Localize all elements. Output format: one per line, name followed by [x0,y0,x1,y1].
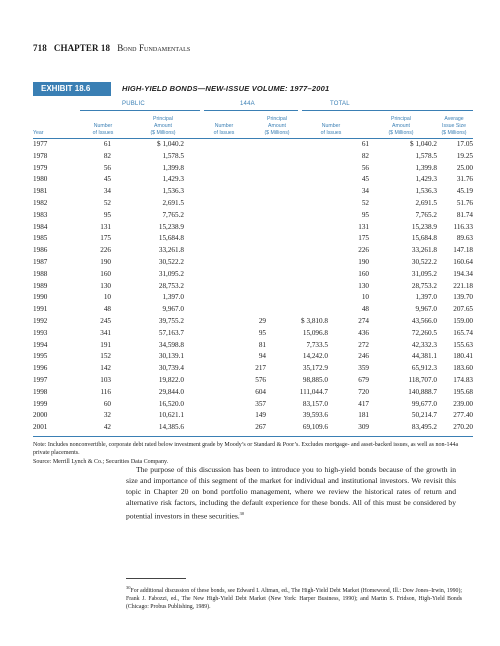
cell-public-number: 341 [100,328,111,337]
cell-144a-number: 149 [255,411,266,420]
col-144a-number: Number of Issues [213,123,235,136]
cell-public-number: 130 [100,281,111,290]
table-row [33,341,473,353]
cell-avg-size: 159.00 [453,316,473,325]
cell-public-number: 82 [103,151,111,160]
cell-public-amount: 1,536.3 [162,187,184,196]
cell-total-amount: 118,707.0 [408,375,437,384]
cell-total-amount: 72,260.5 [411,328,437,337]
cell-avg-size: 25.00 [456,163,473,172]
cell-total-number: 160 [358,269,369,278]
cell-total-amount: 33,261.8 [411,246,437,255]
cell-total-amount: 50,214.7 [411,411,437,420]
data-table [33,140,473,435]
cell-year: 1986 [33,246,48,255]
table-row [33,388,473,400]
cell-public-amount: 15,238.9 [158,222,184,231]
cell-total-amount: 42,332.3 [411,340,437,349]
footnote-number: 30 [126,585,131,590]
table-row [33,223,473,235]
cell-avg-size: 17.05 [456,140,473,148]
cell-public-amount: 34,598.8 [158,340,184,349]
cell-public-number: 56 [103,163,111,172]
cell-144a-amount: 7,733.5 [306,340,328,349]
cell-year: 1987 [33,257,48,266]
cell-total-number: 720 [358,387,369,396]
footnote-rule [126,578,186,579]
cell-total-number: 82 [361,151,369,160]
cell-year: 1993 [33,328,48,337]
cell-year: 1982 [33,198,48,207]
cell-year: 1989 [33,281,48,290]
cell-total-number: 272 [358,340,369,349]
table-row [33,152,473,164]
cell-total-amount: 44,381.1 [411,352,437,361]
cell-year: 1991 [33,305,48,314]
running-header [33,43,190,53]
body-paragraph [126,464,456,522]
cell-total-number: 175 [358,234,369,243]
cell-total-amount: 1,429.3 [415,175,437,184]
cell-avg-size: 180.41 [453,352,473,361]
cell-total-amount: $ 1,040.2 [410,140,437,148]
cell-total-amount: 65,912.3 [411,364,437,373]
cell-avg-size: 183.60 [453,364,473,373]
cell-total-amount: 99,677.0 [411,399,437,408]
cell-total-number: 679 [358,375,369,384]
cell-year: 1999 [33,399,48,408]
cell-year: 2001 [33,423,48,432]
cell-144a-amount: 111,044.7 [299,387,328,396]
cell-total-number: 10 [361,293,369,302]
cell-public-amount: 29,844.0 [158,387,184,396]
table-row [33,187,473,199]
cell-avg-size: 160.64 [453,257,473,266]
cell-year: 1988 [33,269,48,278]
cell-avg-size: 174.83 [453,375,473,384]
cell-avg-size: 81.74 [456,210,473,219]
cell-public-number: 160 [100,269,111,278]
cell-public-number: 34 [103,187,111,196]
cell-public-amount: 10,621.1 [158,411,184,420]
cell-public-amount: 2,691.5 [162,198,184,207]
cell-144a-amount: $ 3,810.8 [301,316,328,325]
cell-public-number: 60 [103,399,111,408]
cell-public-amount: 1,397.0 [162,293,184,302]
cell-year: 1998 [33,387,48,396]
cell-public-number: 152 [100,352,111,361]
table-row [33,211,473,223]
cell-public-amount: 39,755.2 [158,316,184,325]
cell-public-amount: 1,399.8 [162,163,184,172]
cell-public-number: 131 [100,222,111,231]
cell-year: 1979 [33,163,48,172]
table-row [33,293,473,305]
cell-total-number: 52 [361,198,369,207]
cell-public-amount: 19,822.0 [158,375,184,384]
table-row [33,258,473,270]
cell-total-amount: 15,238.9 [411,222,437,231]
cell-year: 1981 [33,187,48,196]
cell-144a-amount: 69,109.6 [302,423,328,432]
group-public: PUBLIC [122,101,145,107]
cell-avg-size: 165.74 [453,328,473,337]
cell-year: 1978 [33,151,48,160]
table-source: Source: Merrill Lynch & Co.; Securities Data Company. [33,459,169,465]
cell-avg-size: 195.68 [453,387,473,396]
cell-public-amount: 7,765.2 [162,210,184,219]
exhibit-title: HIGH-YIELD BONDS—NEW-ISSUE VOLUME: 1977–2001 [122,84,330,93]
cell-avg-size: 270.20 [453,423,473,432]
cell-total-amount: 2,691.5 [415,198,437,207]
cell-year: 1995 [33,352,48,361]
cell-total-number: 61 [361,140,369,148]
cell-144a-number: 29 [258,316,266,325]
col-year: Year [33,130,44,136]
cell-public-amount: 31,095.2 [158,269,184,278]
cell-year: 1990 [33,293,48,302]
table-row [33,423,473,435]
cell-avg-size: 277.40 [453,411,473,420]
page-number: 718 [33,43,47,53]
cell-public-amount: 33,261.8 [158,246,184,255]
cell-avg-size: 139.70 [453,293,473,302]
cell-public-number: 95 [103,210,111,219]
cell-total-amount: 30,522.2 [411,257,437,266]
cell-total-amount: 83,495.2 [411,423,437,432]
table-row [33,400,473,412]
cell-total-amount: 1,578.5 [415,151,437,160]
cell-year: 1985 [33,234,48,243]
cell-avg-size: 155.63 [453,340,473,349]
table-note: Note: Includes nonconvertible, corporate debt rated below investment grade by Moody’s or Standard & Poor’s. Excludes mortgage- and asset-backed issues, as well as non-144a private placements. [33,442,459,456]
table-row [33,246,473,258]
chapter-title: Bond Fundamentals [117,43,191,53]
cell-public-amount: $ 1,040.2 [157,140,184,148]
cell-year: 1983 [33,210,48,219]
col-avg-size: Average Issue Size ($ Millions) [441,116,467,136]
cell-144a-amount: 98,885.0 [302,375,328,384]
table-row [33,305,473,317]
footnote-text: For additional discussion of these bonds, see Edward I. Altman, ed., The High-Yield Debt Market (Homewood, Ill.: Dow Jones–Irwin, 1990); Frank J. Fabozzi, ed., The New High-Yield Debt Market (New York: Harper Business, 1990); and Martin S. Fridson, High-Yield Bonds (Chicago: Probus Publishing, 1989). [126,587,462,610]
cell-144a-amount: 83,157.0 [302,399,328,408]
cell-public-amount: 1,429.3 [162,175,184,184]
cell-year: 1997 [33,375,48,384]
table-row [33,376,473,388]
cell-144a-number: 94 [258,352,266,361]
cell-public-amount: 14,385.6 [158,423,184,432]
cell-public-amount: 30,139.1 [158,352,184,361]
cell-public-number: 116 [100,387,111,396]
cell-year: 1994 [33,340,48,349]
group-rule-144a [204,110,298,111]
cell-year: 1980 [33,175,48,184]
cell-total-number: 309 [358,423,369,432]
cell-public-number: 10 [103,293,111,302]
cell-avg-size: 147.18 [453,246,473,255]
table-row [33,199,473,211]
exhibit-heading [33,82,473,96]
cell-avg-size: 116.33 [453,222,473,231]
table-row [33,411,473,423]
cell-public-number: 42 [103,423,111,432]
cell-total-amount: 43,566.0 [411,316,437,325]
exhibit-label: EXHIBIT 18.6 [33,82,111,96]
table-row [33,234,473,246]
table-row [33,140,473,152]
cell-total-number: 95 [361,210,369,219]
cell-public-amount: 30,522.2 [158,257,184,266]
cell-year: 1992 [33,316,48,325]
col-total-number: Number of Issues [320,123,342,136]
table-row [33,364,473,376]
cell-total-number: 246 [358,352,369,361]
col-144a-amount: Principal Amount ($ Millions) [264,116,290,136]
cell-total-amount: 140,888.7 [408,387,437,396]
table-row [33,175,473,187]
cell-public-number: 190 [100,257,111,266]
cell-total-number: 56 [361,163,369,172]
group-144a: 144A [240,101,255,107]
cell-year: 1984 [33,222,48,231]
cell-public-amount: 16,520.0 [158,399,184,408]
col-public-number: Number of Issues [92,123,114,136]
cell-144a-number: 576 [255,375,266,384]
cell-total-number: 34 [361,187,369,196]
cell-total-amount: 31,095.2 [411,269,437,278]
table-row [33,317,473,329]
cell-avg-size: 207.65 [453,305,473,314]
cell-total-amount: 15,684.8 [411,234,437,243]
cell-total-number: 45 [361,175,369,184]
cell-144a-number: 604 [255,387,266,396]
cell-total-number: 131 [358,222,369,231]
cell-public-number: 52 [103,198,111,207]
cell-public-number: 142 [100,364,111,373]
cell-public-amount: 30,739.4 [158,364,184,373]
cell-total-number: 48 [361,305,369,314]
cell-total-amount: 1,397.0 [415,293,437,302]
cell-total-number: 436 [358,328,369,337]
cell-avg-size: 19.25 [456,151,473,160]
cell-total-number: 190 [358,257,369,266]
table-row [33,270,473,282]
cell-144a-amount: 14,242.0 [302,352,328,361]
cell-144a-amount: 35,172.9 [302,364,328,373]
cell-public-number: 45 [103,175,111,184]
footnote-ref: 30 [239,511,245,516]
cell-total-number: 226 [358,246,369,255]
cell-total-amount: 7,765.2 [415,210,437,219]
cell-144a-number: 81 [258,340,266,349]
cell-year: 1996 [33,364,48,373]
cell-public-number: 245 [100,316,111,325]
cell-total-amount: 1,399.8 [415,163,437,172]
cell-public-amount: 28,753.2 [158,281,184,290]
body-text: The purpose of this discussion has been to introduce you to high-yield bonds because of the growth in size and importance of this segment of the market for individual and institutional investors. We revisit this topic in Chapter 20 on bond portfolio management, where we review the historical rates of return and alternative risk factors, including the default experience for these bonds. All of this must be considered by potential investors in these securities. [126,465,457,521]
cell-total-amount: 9,967.0 [415,305,437,314]
cell-total-number: 274 [358,316,369,325]
cell-144a-number: 267 [255,423,266,432]
cell-public-number: 61 [103,140,111,148]
table-row [33,352,473,364]
cell-144a-number: 95 [258,328,266,337]
cell-year: 2000 [33,411,48,420]
cell-total-number: 181 [358,411,369,420]
table-bottom-rule [33,436,473,437]
cell-public-amount: 9,967.0 [162,305,184,314]
cell-avg-size: 239.00 [453,399,473,408]
cell-avg-size: 221.18 [453,281,473,290]
footnote [126,584,462,611]
cell-public-number: 48 [103,305,111,314]
cell-public-amount: 57,163.7 [158,328,184,337]
chapter-label: CHAPTER 18 [53,43,111,53]
cell-public-number: 226 [100,246,111,255]
cell-avg-size: 89.63 [456,234,473,243]
col-total-amount: Principal Amount ($ Millions) [388,116,414,136]
table-row [33,282,473,294]
cell-144a-amount: 15,096.8 [302,328,328,337]
cell-public-number: 175 [100,234,111,243]
cell-total-number: 130 [358,281,369,290]
group-rule-total [302,110,473,111]
cell-144a-number: 217 [255,364,266,373]
cell-public-number: 103 [100,375,111,384]
cell-year: 1977 [33,140,48,148]
cell-public-number: 32 [103,411,111,420]
cell-avg-size: 51.76 [456,198,473,207]
group-rule-public [80,110,200,111]
cell-total-number: 417 [358,399,369,408]
cell-public-number: 191 [100,340,111,349]
cell-total-amount: 28,753.2 [411,281,437,290]
table-row [33,164,473,176]
header-rule [33,138,473,139]
cell-avg-size: 194.34 [453,269,473,278]
group-total: TOTAL [330,101,350,107]
cell-public-amount: 1,578.5 [162,151,184,160]
cell-avg-size: 45.19 [456,187,473,196]
table-row [33,329,473,341]
cell-total-amount: 1,536.3 [415,187,437,196]
cell-public-amount: 15,684.8 [158,234,184,243]
cell-144a-number: 357 [255,399,266,408]
cell-avg-size: 31.76 [456,175,473,184]
cell-total-number: 359 [358,364,369,373]
cell-144a-amount: 39,593.6 [302,411,328,420]
col-public-amount: Principal Amount ($ Millions) [150,116,176,136]
